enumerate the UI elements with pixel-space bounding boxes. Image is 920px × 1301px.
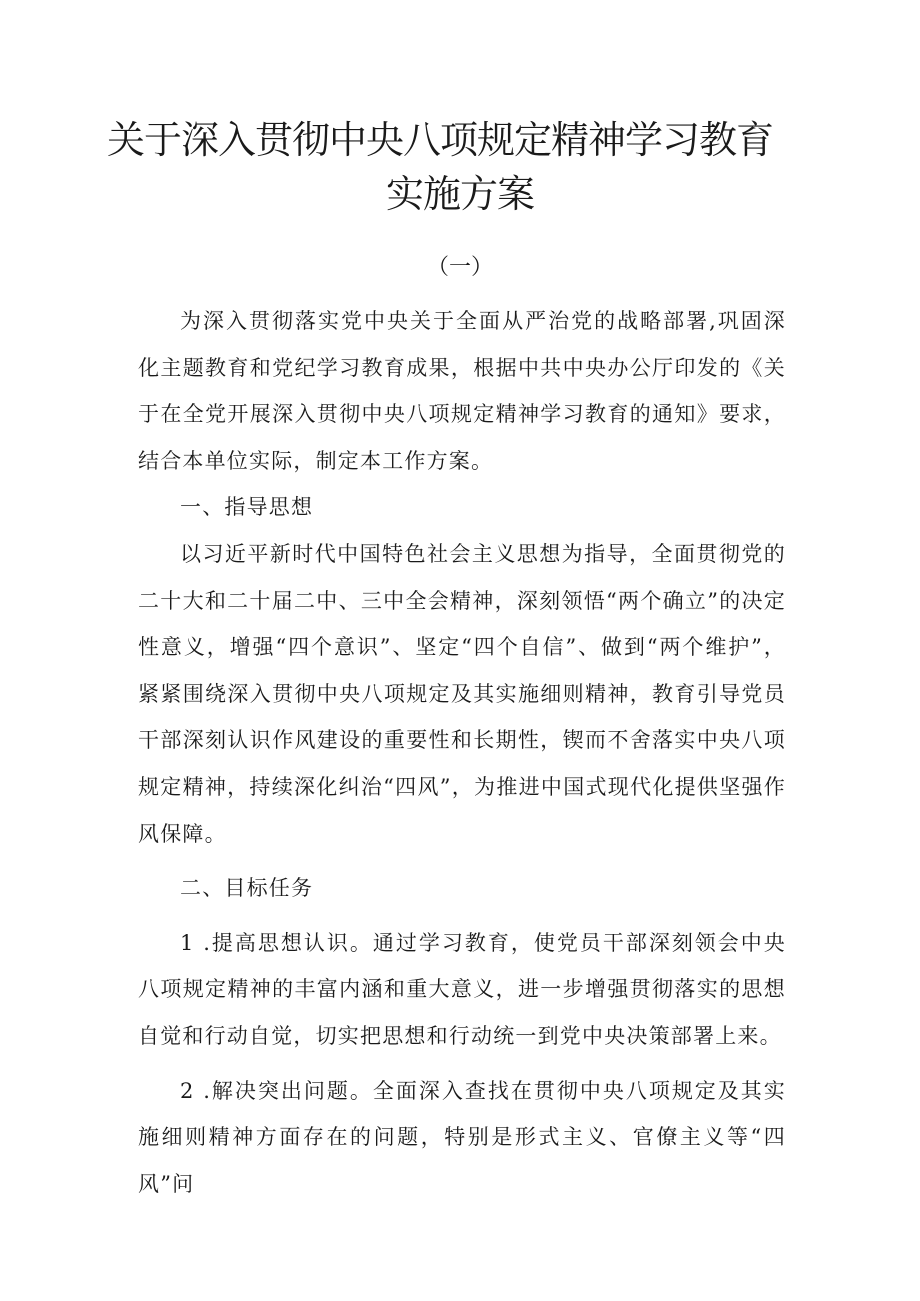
intro-paragraph: 为深入贯彻落实党中央关于全面从严治党的战略部署,巩固深化主题教育和党纪学习教育成果，根据中共中央办公厅印发的《关于在全党开展深入贯彻中央八项规定精神学习教育的通知》要求，结合本单位实际，制定本工作方案。 bbox=[138, 309, 786, 473]
document-title-line-1: 关于深入贯彻中央八项规定精神学习教育 bbox=[106, 118, 773, 162]
goal-item-2: 2 .解决突出问题。全面深入查找在贯彻中央八项规定及其实施细则精神方面存在的问题，特别是形式主义、官僚主义等“四风”问 bbox=[138, 1078, 786, 1196]
heading-goals-tasks: 二、目标任务 bbox=[180, 876, 314, 901]
goal-item-1: 1 .提高思想认识。通过学习教育，使党员干部深刻领会中央八项规定精神的丰富内涵和重大意义，进一步增强贯彻落实的思想自觉和行动自觉，切实把思想和行动统一到党中央决策部署上来。 bbox=[138, 930, 786, 1048]
guiding-ideology-paragraph: 以习近平新时代中国特色社会主义思想为指导，全面贯彻党的二十大和二十届二中、三中全会精神，深刻领悟“两个确立”的决定性意义，增强“四个意识”、坚定“四个自信”、做到“两个维护”，紧紧围绕深入贯彻中央八项规定及其实施细则精神，教育引导党员干部深刻认识作风建设的重要性和长期性，锲而不舍落实中央八项规定精神，持续深化纠治“四风”，为推进中国式现代化提供坚强作风保障。 bbox=[138, 541, 786, 846]
heading-guiding-ideology: 一、指导思想 bbox=[180, 495, 314, 520]
document-body bbox=[138, 298, 786, 1207]
section-number: （一） bbox=[426, 255, 493, 280]
document-title-line-2: 实施方案 bbox=[385, 172, 534, 216]
